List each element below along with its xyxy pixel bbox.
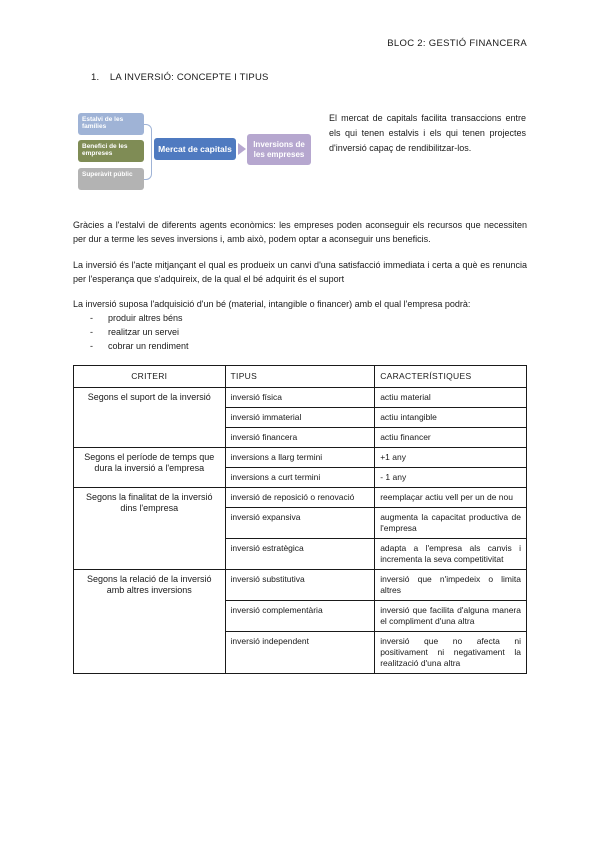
tipus-cell: inversions a llarg termini [225, 448, 375, 468]
paragraph-acquisition: La inversió suposa l'adquisició d'un bé (material, intangible o financer) amb el qual l'empresa podrà: [73, 299, 471, 309]
paragraph-definition: La inversió és l'acte mitjançant el qual es produeix un canvi d'una satisfacció immediata i certa a què es renuncia per l'esperança que s'adquireix, de la qual el bé adquirit és el suport [73, 260, 527, 284]
tipus-cell: inversió física [225, 388, 375, 408]
caract-cell: actiu material [375, 388, 527, 408]
caract-cell: adapta a l'empresa als canvis i incrementa la seva competitivitat [375, 539, 527, 570]
capital-market-diagram [78, 110, 318, 194]
tipus-cell: inversió complementària [225, 601, 375, 632]
criteri-cell: Segons el període de temps que dura la inversió a l'empresa [74, 448, 226, 488]
list-item: - produir altres béns [90, 311, 189, 325]
section-number: 1. [91, 72, 100, 83]
section-title: LA INVERSIÓ: CONCEPTE I TIPUS [109, 72, 269, 83]
table-row [74, 570, 527, 601]
caract-cell: reemplaçar actiu vell per un de nou [375, 488, 527, 508]
paragraph-savings: Gràcies a l'estalvi de diferents agents econòmics: les empreses poden aconseguir els recursos que necessiten per dur a terme les seves inversions i, amb això, podem optar a aconseguir uns beneficis. [73, 220, 527, 244]
diagram-brace [144, 124, 152, 180]
criteri-cell: Segons el suport de la inversió [74, 388, 226, 448]
diagram-arrow-icon [238, 143, 246, 155]
section-heading [91, 72, 269, 83]
investment-types-table [73, 365, 527, 674]
caract-cell: inversió que facilita d'alguna manera el compliment d'una altra [375, 601, 527, 632]
caract-cell: inversió que n'impedeix o limita altres [375, 570, 527, 601]
caract-cell: augmenta la capacitat productiva de l'empresa [375, 508, 527, 539]
list-item: - realitzar un servei [90, 325, 189, 339]
caract-cell: actiu financer [375, 428, 527, 448]
intro-text: El mercat de capitals facilita transaccions entre els qui tenen estalvis i els qui tenen projectes d'inversió capaç de rendibilitzar-los. [329, 113, 526, 153]
table-row [74, 388, 527, 408]
tipus-cell: inversió substitutiva [225, 570, 375, 601]
table-row [74, 488, 527, 508]
diagram-source-savings: Estalvi de les famílies [78, 113, 144, 135]
criteri-cell: Segons la relació de la inversió amb altres inversions [74, 570, 226, 674]
caract-cell: +1 any [375, 448, 527, 468]
diagram-source-surplus: Superàvit públic [78, 168, 144, 190]
diagram-target: Inversions de les empreses [247, 134, 311, 165]
tipus-cell: inversió estratègica [225, 539, 375, 570]
diagram-source-profits: Benefici de les empreses [78, 140, 144, 162]
criteri-cell: Segons la finalitat de la inversió dins l'empresa [74, 488, 226, 570]
list-item: - cobrar un rendiment [90, 339, 189, 353]
tipus-cell: inversió de reposició o renovació [225, 488, 375, 508]
table-row [74, 448, 527, 468]
header-criteri: CRITERI [74, 366, 226, 388]
tipus-cell: inversió immaterial [225, 408, 375, 428]
caract-cell: - 1 any [375, 468, 527, 488]
caract-cell: inversió que no afecta ni positivament ni negativament la realització d'una altra [375, 632, 527, 674]
caract-cell: actiu intangible [375, 408, 527, 428]
purpose-list [90, 311, 189, 353]
page-header: BLOC 2: GESTIÓ FINANCERA [387, 38, 527, 49]
diagram-market: Mercat de capitals [154, 138, 236, 160]
tipus-cell: inversió financera [225, 428, 375, 448]
header-caracteristiques: CARACTERÍSTIQUES [375, 366, 527, 388]
tipus-cell: inversió independent [225, 632, 375, 674]
table-header-row [74, 366, 527, 388]
header-tipus: TIPUS [225, 366, 375, 388]
tipus-cell: inversió expansiva [225, 508, 375, 539]
tipus-cell: inversions a curt termini [225, 468, 375, 488]
